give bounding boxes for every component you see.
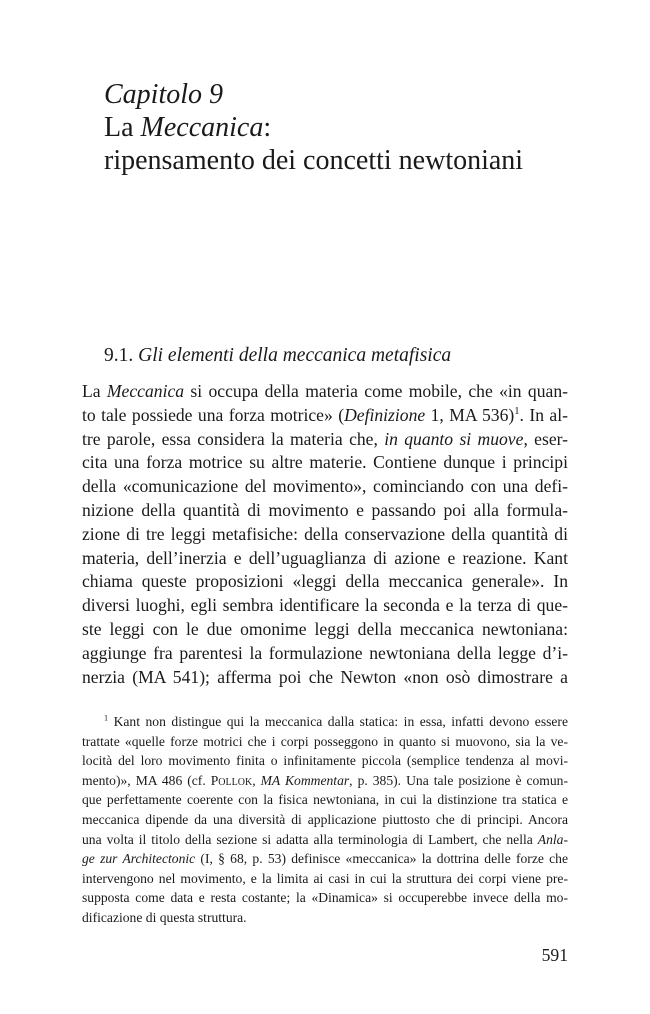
footnote-marker: 1 <box>104 713 109 723</box>
text-line: nerzia (MA 541); afferma poi che Newton «non osò dimostrare a <box>82 666 568 687</box>
text-line: chiama queste proposizioni «leggi della meccanica generale». In <box>82 571 568 592</box>
chapter-heading <box>104 78 584 177</box>
footnote-line: una volta il titolo della sezione si adatta alla terminologia di Lambert, che nella Anla- <box>82 831 568 847</box>
footnote-line: meccanica dipende da una diversità di applicazione piuttosto che di principi. Ancora <box>82 811 568 827</box>
text-line: materia, dell’inerzia e dell’uguaglianza di azione e reazione. Kant <box>82 547 568 568</box>
footnote-line: dificazione di questa struttura. <box>82 909 247 925</box>
text-line: diversi luoghi, egli sembra identificare la seconda e la terza di que- <box>82 595 568 616</box>
section-number: 9.1. <box>104 345 139 366</box>
text-line: La Meccanica si occupa della materia come mobile, che «in quan- <box>82 381 568 401</box>
chapter-number: Capitolo 9 <box>104 79 224 110</box>
section-title: Gli elementi della meccanica metafisica <box>138 345 452 366</box>
footnote <box>82 712 568 928</box>
footnote-line: locità del loro movimento finita o infinitamente piccola (semplice tendenza al movi- <box>82 753 568 769</box>
footnote-line: mento)», MA 486 (cf. Pollok, MA Kommentar, p. 385). Una tale posizione è comun- <box>82 772 569 788</box>
text-line: cita una forza motrice su altre materie. Contiene dunque i principi <box>82 452 568 473</box>
footnote-line: intervengono nel movimento, e la limita ai casi in cui la struttura dei corpi viene pre- <box>82 870 568 886</box>
text-line: to tale possiede una forza motrice» (Definizione 1, MA 536)$^1$. In al- <box>82 404 568 425</box>
text-line: della «comunicazione del movimento», cominciando con una defi- <box>82 476 568 497</box>
text-line: zione di tre leggi metafisiche: della conservazione della quantità di <box>82 523 568 544</box>
text-line: tre parole, essa considera la materia che, in quanto si muove, eser- <box>82 428 568 449</box>
chapter-subtitle: ripensamento dei concetti newtoniani <box>104 145 524 176</box>
text-line: aggiunge fra parentesi la formulazione newtoniana della legge d’i- <box>82 642 568 663</box>
text-line: ste leggi con le due omonime leggi della meccanica newtoniana: <box>82 618 568 639</box>
text-line: nizione della quantità di movimento e passando poi alla formula- <box>82 499 568 520</box>
page-number: 591 <box>541 945 568 965</box>
footnote-line: supposta come data e resta costante; la «Dinamica» si occuperebbe invece della mo- <box>82 890 568 906</box>
footnote-reference[interactable]: 1 <box>514 405 520 417</box>
footnote-line: ge zur Architectonic (I, § 68, p. 53) definisce «meccanica» la dottrina delle forze che <box>82 851 569 867</box>
author-name: Pollok <box>210 772 253 788</box>
body-paragraph <box>82 380 568 689</box>
section-heading <box>104 343 451 369</box>
chapter-title: La Meccanica: <box>104 112 272 143</box>
footnote-line: que perfettamente coerente con la fisica newtoniana, in cui la distinzione tra statica e <box>82 792 568 808</box>
footnote-line: $^1$ Kant non distingue qui la meccanica dalla statica: in essa, infatti devono essere <box>104 713 568 729</box>
footnote-line: trattate «quelle forze motrici che i corpi posseggono in quanto si muovono, sia la ve- <box>82 733 568 749</box>
